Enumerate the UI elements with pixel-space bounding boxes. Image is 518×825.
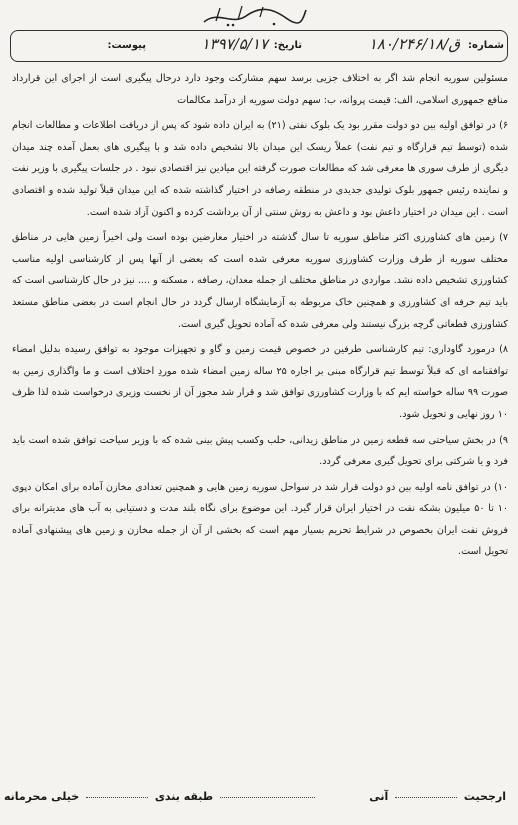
priority-field (369, 790, 506, 803)
dotted-line (395, 797, 457, 798)
dotted-line (220, 797, 315, 798)
attachment-label: پیوست: (107, 40, 146, 51)
number-value: ۱۸۰/۲۴۶/ق/۱۸ (368, 35, 460, 53)
paragraph-intro: مسئولین سوریه انجام شد اگر به اختلاف جزیی برسد سهم مشارکت وجود دارد درحال پیگیری است از اجرای این قرارداد منافع جمهوری اسلامی، الف: قیمت پروانه، ب: سهم دولت سوریه از درآمد مکالمات (12, 73, 508, 106)
classification-field (0, 790, 318, 803)
dotted-line (86, 797, 148, 798)
date-label: تاریخ: (273, 40, 302, 51)
letter-body (12, 68, 508, 567)
date-value: ۱۳۹۷/۵/۱۷ (201, 35, 268, 53)
classification-value: خیلی محرمانه (3, 790, 80, 803)
number-label: شماره: (468, 40, 504, 51)
classification-label: طبقه بندی (154, 790, 214, 803)
paragraph-8: ۸) درمورد گاوداری: تیم کارشناسی طرفین در خصوص قیمت زمین و گاو و تجهیزات موجود به توافق رسیده بدلیل امضاء توافقنامه ای که قبلاً توسط تیم قرارگاه مبنی بر اجاره ۲۵ ساله زمین امضاء شده موردِ اختلاف است و ما واگذاری زمین به صورت ۹۹ ساله خواسته ایم که با وزارت کشاورزی توافق شد و قرار شد مجوز آن از نخست وزیری درخواست شده لذا ظرف ۱۰ روز نهایی و تحویل شود. (12, 344, 508, 420)
paragraph-10: ۱۰) در توافق نامه اولیه بین دو دولت قرار شد در سواحل سوریه زمین هایی و همچنین تعدادی مخازن آماده برای امکان دپوی ۱۰ تا ۵۰ میلیون بشکه نفت در اختیار ایران قرار گیرد. این موضوع برای نگاه بلند مدت و دستیابی به آب های مدیترانه برای فروش نفت ایران بخصوص در شرایط تحریم بسیار مهم است که بخشی از آن از جمله مخازن و زمین های پیشنهادی آماده تحویل است. (12, 481, 508, 558)
letterhead (0, 0, 518, 62)
paragraph-6: ۶) در توافق اولیه بین دو دولت مقرر بود یک بلوک نفتی (۲۱) به ایران داده شود که پس از دریافت اطلاعات و مطالعات انجام شده (توسط تیم قرارگاه و تیم نفت) عملاً ریسک این میدان بالا تشخیص داده شد و با پیگیری های بعمل آمده چند میدان دیگری از طرف سوری ها معرفی شد که مطالعات صورت گرفته این میادین نیز اقتصادی نبود . در جلسات پیگیری با وزیر نفت و نماینده رئیس جمهور بلوک تولیدی جدیدی در منطقه رصافه در اختیار گذاشته شده که این میدان قبلاً تولید شده و اقتصادی است . این میدان در اختیار داعش بود و داعش به روش سنتی از آن برداشت کرده و اکنون آزاد شده است. (12, 120, 509, 218)
bismillah-calligraphy-logo (198, 2, 310, 28)
letter-footer (0, 780, 518, 820)
paragraph-9: ۹) در بخش سیاحتی سه قطعه زمین در مناطق زیدانی، حلب وکسب پیش بینی شده که با وزیر سیاحت توافق شده است باید فرد و یا شرکتی برای تحویل گیری معرفی گردد. (12, 434, 508, 468)
priority-label: ارجحیت (463, 790, 506, 803)
paragraph-7: ۷) زمین های کشاورزی اکثر مناطق سوریه تا سال گذشته در اختیار معارضین بوده است ولی اخیراً زمین هایی در مناطق مختلف سوریه از طرف وزارت کشاورزی سوریه معرفی شده است که بعضی از آنها پس از کارشناسی اولیه مناسب کشاورزی تشخیص داده نشد. مواردی در مناطق مختلف از جمله معدان، رصافه ، مسکنه و .... نیز در حال کارشناسی است که باید تیم حرفه ای کشاورزی و همچنین خاک مربوطه به آزمایشگاه ارسال گردد در حال انجام است در بعضی مناطق مستعد کشاورزی قطعاتی گرچه بزرگ نیستند ولی معرفی شده که آماده تحویل گیری است. (12, 232, 508, 330)
priority-value: آنی (369, 790, 389, 803)
